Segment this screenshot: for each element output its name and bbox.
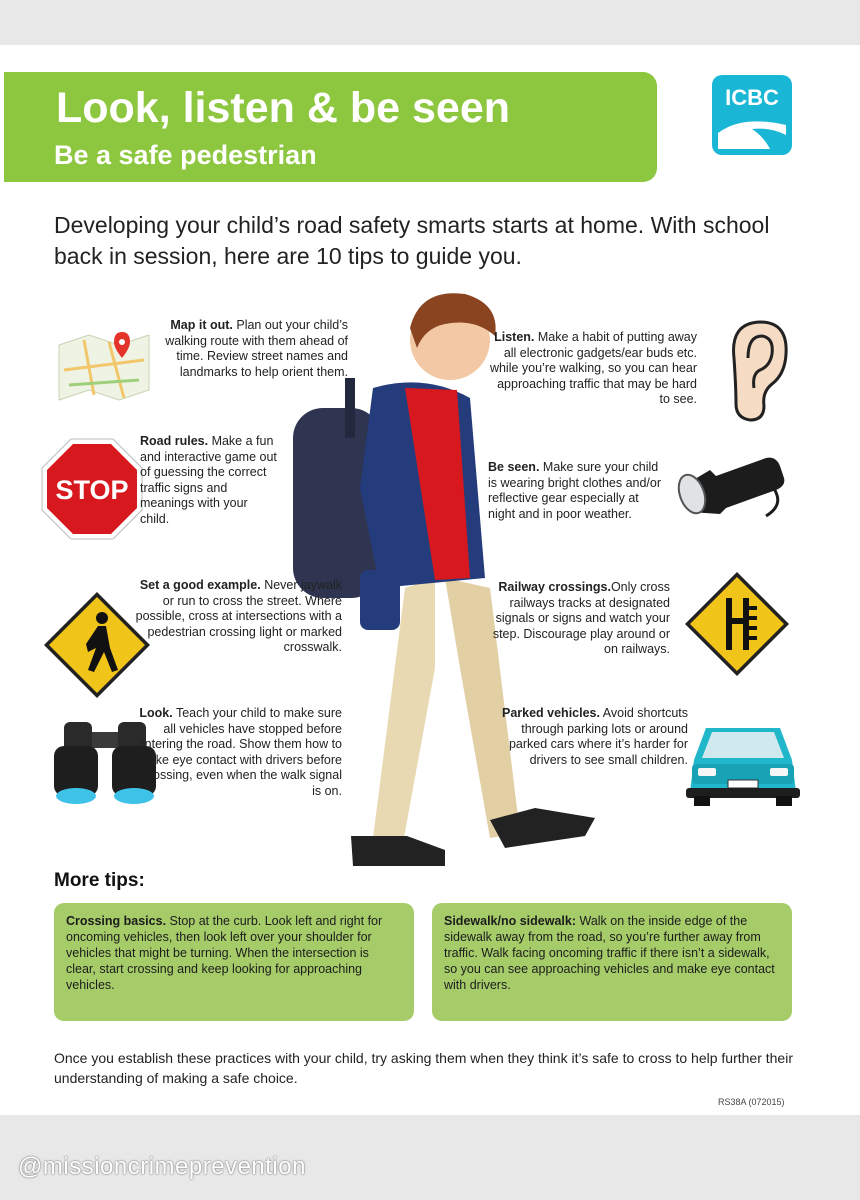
flashlight-icon bbox=[676, 450, 788, 526]
tip-title: Road rules. bbox=[140, 434, 209, 448]
tip-title: Set a good example. bbox=[139, 578, 261, 592]
stop-sign-text: STOP bbox=[55, 475, 129, 505]
tip-body: Teach your child to make sure all vehicles have stopped before entering the road. Show them how to make eye contact with drivers before crossing, even when the walk signal is on. bbox=[137, 706, 342, 798]
form-code: RS38A (072015) bbox=[718, 1097, 785, 1107]
tip-body: Make a fun and interactive game out of guessing the correct traffic signs and meanings with your child. bbox=[140, 434, 277, 526]
box-title: Sidewalk/no sidewalk: bbox=[444, 914, 576, 928]
stop-sign-icon bbox=[40, 437, 144, 541]
tip-look bbox=[134, 706, 342, 799]
tip-title: Railway crossings. bbox=[498, 580, 611, 594]
tip-title: Parked vehicles. bbox=[501, 706, 600, 720]
logo-text: ICBC bbox=[725, 85, 779, 110]
map-icon bbox=[54, 330, 154, 405]
crossing-basics-box bbox=[54, 903, 414, 1021]
tip-listen bbox=[487, 330, 697, 408]
tip-body: Plan out your child’s walking route with them ahead of time. Review street names and landmarks to help orient them. bbox=[165, 318, 348, 379]
tip-parked-vehicles bbox=[490, 706, 688, 768]
tip-body: Avoid shortcuts through parking lots or around parked cars where it’s harder for drivers to see small children. bbox=[508, 706, 688, 767]
tip-body: Only cross railways tracks at designated signals or signs and watch your step. Discourage play around or on railways. bbox=[492, 580, 670, 656]
page-subtitle: Be a safe pedestrian bbox=[54, 140, 317, 170]
ear-icon bbox=[722, 318, 792, 423]
tip-body: Never jaywalk or run to cross the street. Where possible, cross at intersections with a pedestrian crossing light or marked crosswalk. bbox=[135, 578, 342, 654]
tip-railway-crossings bbox=[484, 580, 670, 658]
closing-text: Once you establish these practices with your child, try asking them when they think it’s safe to cross to help further their understanding of making a safe choice. bbox=[54, 1050, 793, 1086]
railway-sign-icon bbox=[683, 570, 791, 678]
box-body: Walk on the inside edge of the sidewalk away from the road, so you’re further away from traffic. Walk facing oncoming traffic if there isn’t a sidewalk, so you can see approaching vehicles and make eye contact with drivers. bbox=[444, 914, 775, 992]
page-title: Look, listen & be seen bbox=[56, 84, 510, 132]
box-title: Crossing basics. bbox=[66, 914, 167, 928]
tip-road-rules bbox=[140, 434, 280, 527]
car-icon bbox=[684, 720, 802, 808]
tip-title: Be seen. bbox=[488, 460, 540, 474]
tip-map-it-out bbox=[150, 318, 348, 380]
tip-body: Make sure your child is wearing bright clothes and/or reflective gear especially at night and in poor weather. bbox=[488, 460, 662, 521]
more-tips-heading: More tips: bbox=[54, 870, 145, 891]
box-body: Stop at the curb. Look left and right for oncoming vehicles, then look left over your shoulder for vehicles that might be turning. When the intersection is clear, start crossing and keep looking for approaching vehicles. bbox=[66, 914, 383, 992]
tip-title: Listen. bbox=[494, 330, 535, 344]
sidewalk-box bbox=[432, 903, 792, 1021]
tip-title: Look. bbox=[139, 706, 173, 720]
tip-be-seen bbox=[488, 460, 666, 522]
account-watermark: @missioncrimeprevention bbox=[18, 1153, 306, 1180]
tip-set-a-good-example bbox=[128, 578, 342, 656]
icbc-logo bbox=[712, 75, 792, 155]
tip-title: Map it out. bbox=[170, 318, 233, 332]
tip-body: Make a habit of putting away all electronic gadgets/ear buds etc. while you’re walking, so you can hear approaching traffic that may be hard to see. bbox=[489, 330, 697, 406]
intro-text: Developing your child’s road safety smarts starts at home. With school back in session, here are 10 tips to guide you. bbox=[54, 212, 770, 269]
